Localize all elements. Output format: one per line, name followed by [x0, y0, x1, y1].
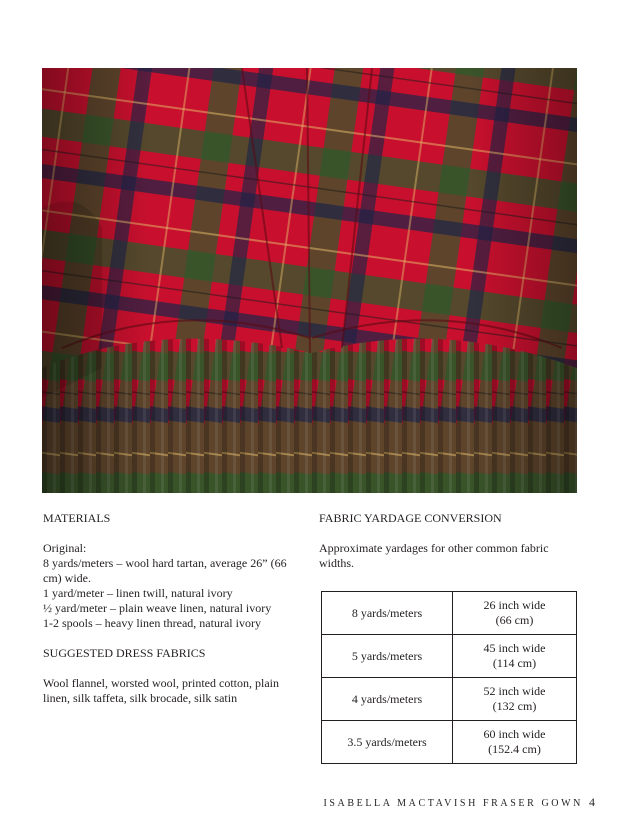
yardage-table [321, 591, 577, 764]
yardage-amount: 3.5 yards/meters [322, 721, 453, 764]
materials-line: 8 yards/meters – wool hard tartan, average 26” (66 cm) wide. [43, 556, 287, 585]
suggested-fabrics-text: Wool flannel, worsted wool, printed cotton, plain linen, silk taffeta, silk brocade, silk satin [43, 676, 279, 705]
fabric-width: 26 inch wide [483, 598, 546, 612]
fabric-width-cell [453, 592, 577, 635]
fabric-width-metric: (114 cm) [492, 656, 537, 670]
yardage-amount: 5 yards/meters [322, 635, 453, 678]
fabric-width-metric: (152.4 cm) [488, 742, 541, 756]
fabric-width-cell [453, 678, 577, 721]
table-row [322, 635, 577, 678]
conversion-intro: Approximate yardages for other common fabric widths. [319, 541, 549, 570]
table-row [322, 721, 577, 764]
page-number: 4 [589, 795, 595, 809]
table-row [322, 678, 577, 721]
conversion-heading: FABRIC YARDAGE CONVERSION [319, 511, 502, 525]
materials-heading: MATERIALS [43, 511, 111, 525]
materials-line: ½ yard/meter – plain weave linen, natural ivory [43, 601, 272, 615]
fabric-width-metric: (132 cm) [492, 699, 537, 713]
fabric-width-cell [453, 721, 577, 764]
fabric-width-cell [453, 635, 577, 678]
tartan-gown-photo [42, 68, 577, 493]
page-footer [323, 795, 595, 810]
fabric-width: 52 inch wide [483, 684, 546, 698]
materials-line: 1 yard/meter – linen twill, natural ivory [43, 586, 233, 600]
table-row [322, 592, 577, 635]
tartan-gown-image [42, 68, 577, 493]
yardage-amount: 8 yards/meters [322, 592, 453, 635]
suggested-fabrics-heading: SUGGESTED DRESS FABRICS [43, 646, 206, 660]
materials-column [43, 511, 293, 706]
materials-line: 1-2 spools – heavy linen thread, natural ivory [43, 616, 261, 630]
original-label: Original: [43, 541, 87, 555]
fabric-width: 60 inch wide [483, 727, 546, 741]
yardage-amount: 4 yards/meters [322, 678, 453, 721]
fabric-width: 45 inch wide [483, 641, 546, 655]
footer-title: ISABELLA MACTAVISH FRASER GOWN [323, 798, 583, 809]
fabric-width-metric: (66 cm) [495, 613, 534, 627]
conversion-column [319, 511, 579, 571]
